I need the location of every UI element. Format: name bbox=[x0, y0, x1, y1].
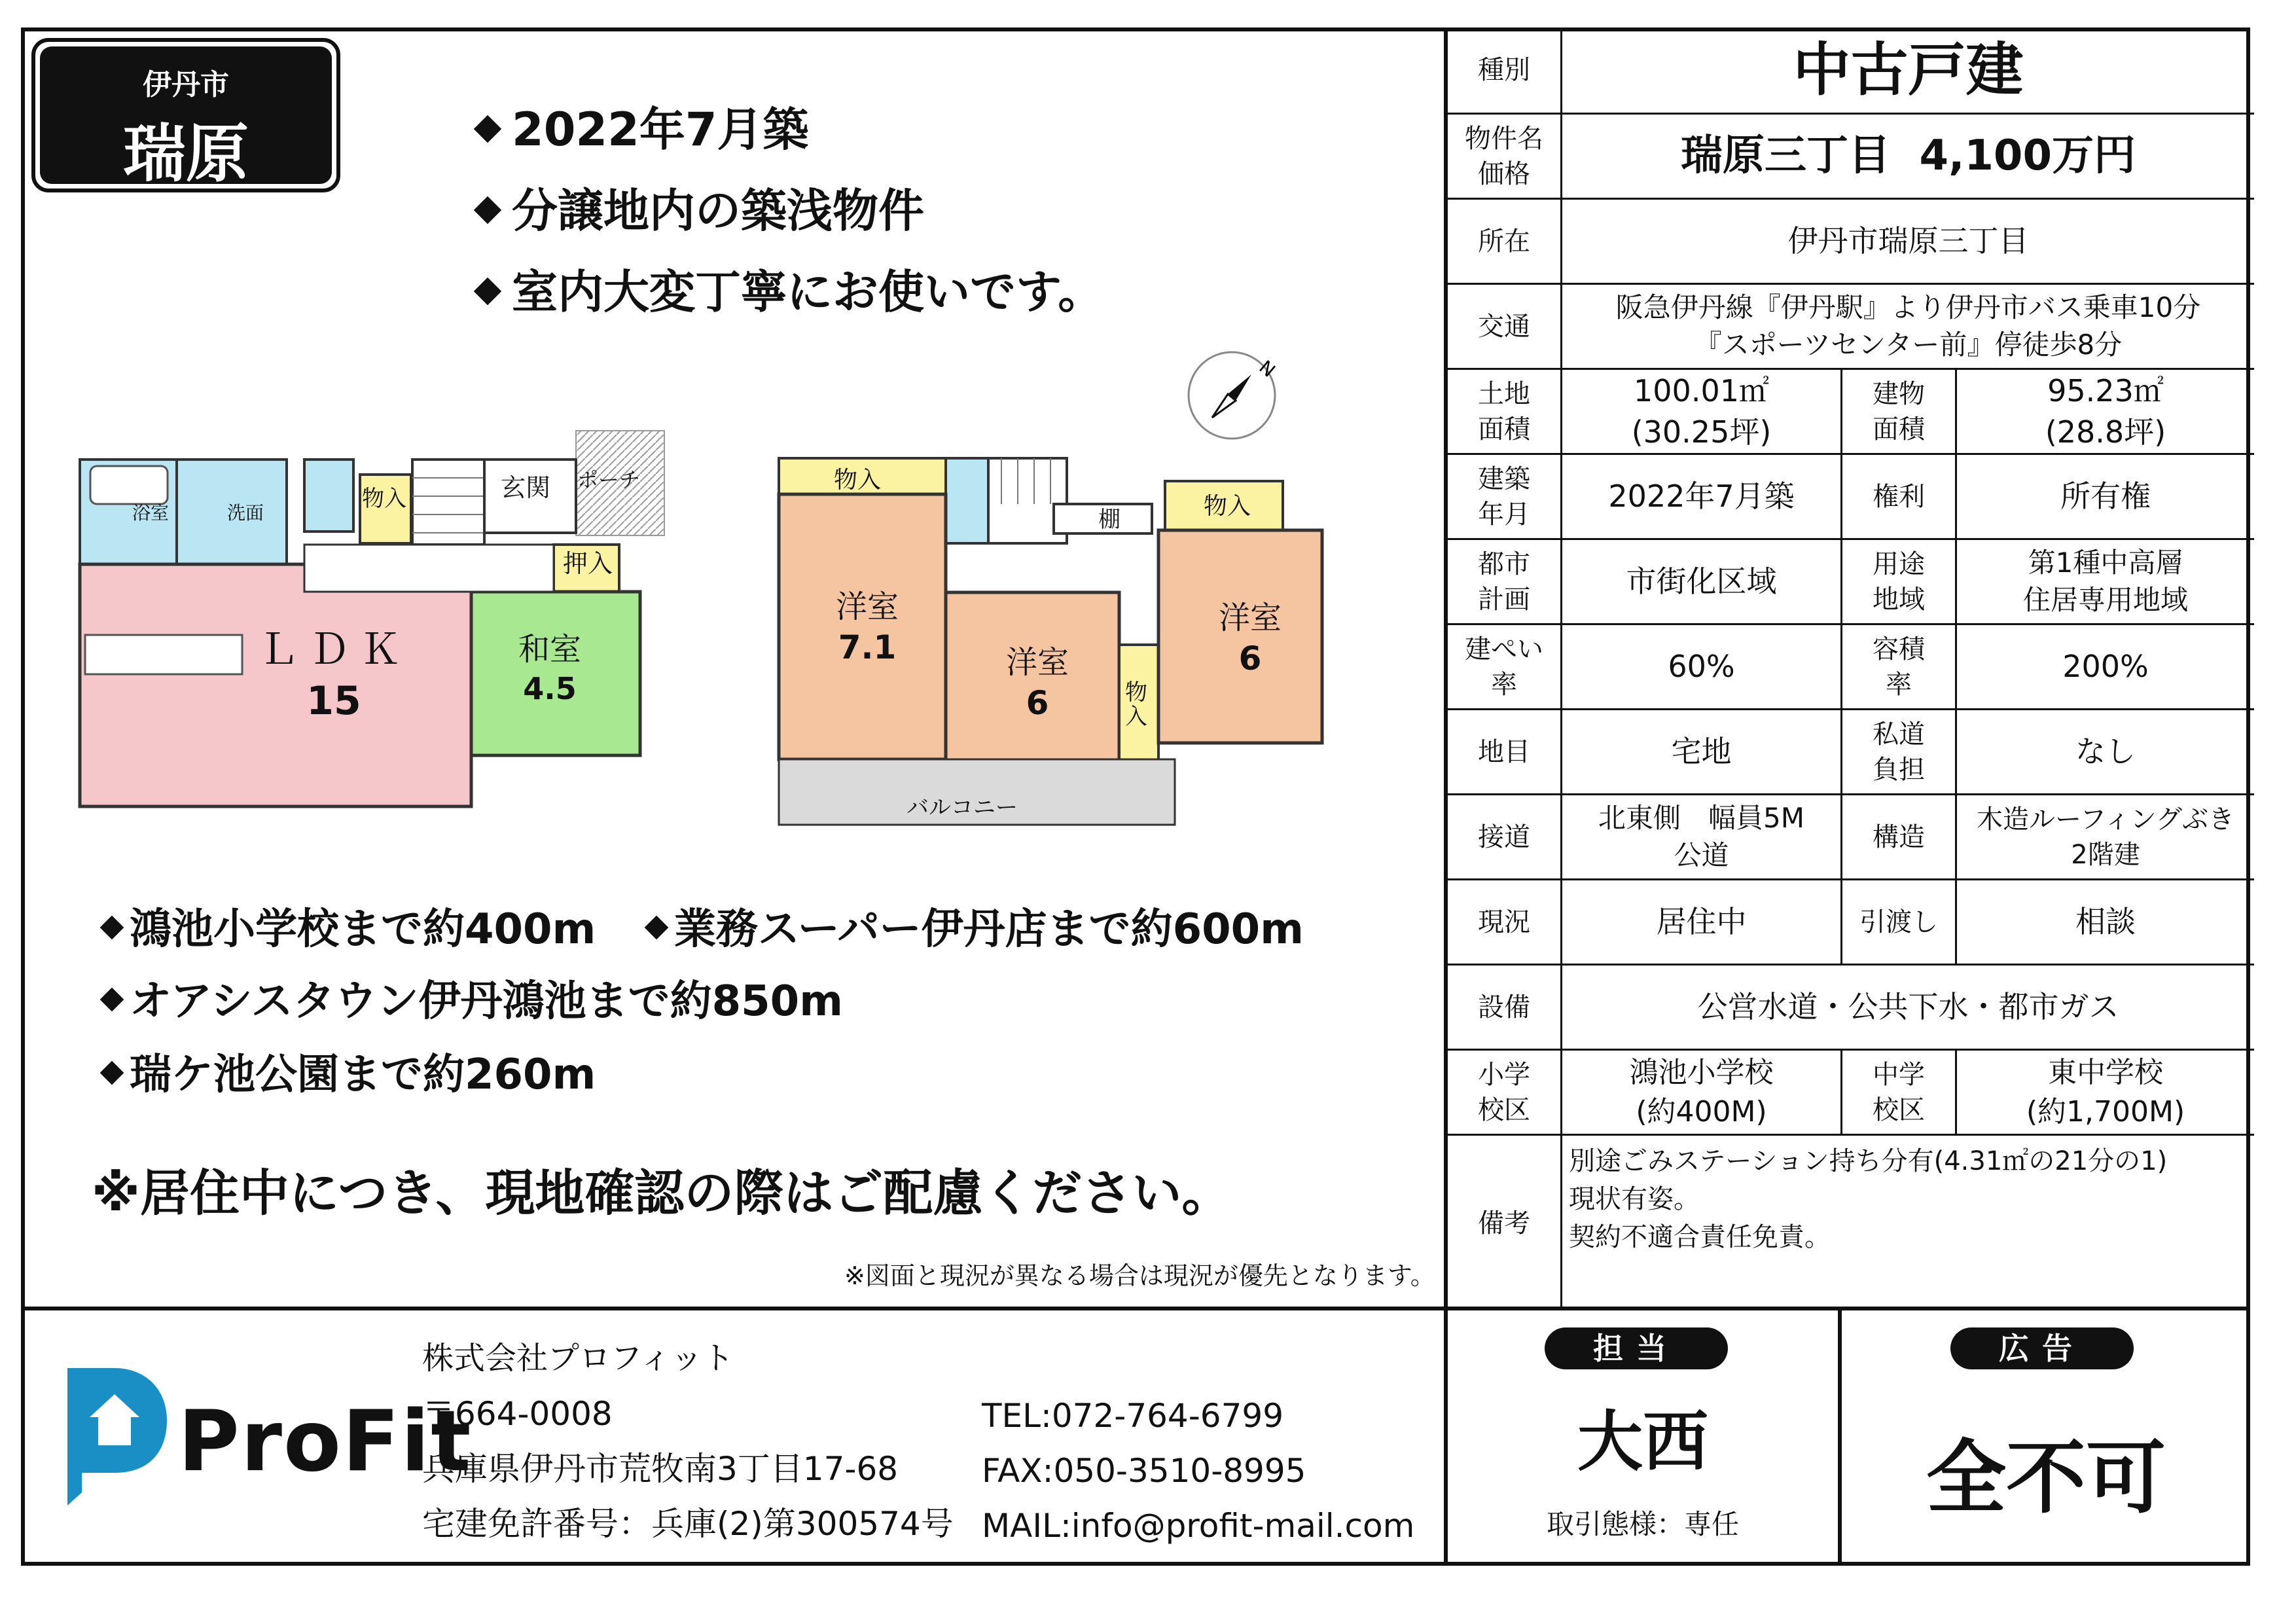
badge-area: 瑞原 bbox=[123, 117, 249, 190]
private-value: なし bbox=[2075, 734, 2136, 770]
label-closet: 押入 bbox=[562, 549, 613, 578]
nearby-1: 鴻池小学校まで約400m bbox=[103, 895, 596, 956]
private-label: 私道 負担 bbox=[1873, 719, 1925, 785]
handover-value: 相談 bbox=[2075, 904, 2136, 940]
toilet-room bbox=[304, 460, 353, 532]
far-label: 容積 率 bbox=[1873, 634, 1925, 700]
company-name: 株式会社プロフィット bbox=[422, 1340, 734, 1377]
youshitsu-3-label-group bbox=[1204, 597, 1296, 677]
location-label: 所在 bbox=[1478, 226, 1530, 257]
road-label: 接道 bbox=[1478, 821, 1530, 852]
nearby-4: 瑞ケ池公園まで約260m bbox=[103, 1041, 596, 1101]
company-tel: TEL:072-764-6799 bbox=[982, 1397, 1284, 1435]
label-youshitsu-2-size: 6 bbox=[1026, 683, 1049, 722]
diamond-icon bbox=[474, 115, 501, 143]
youshitsu-2-label-group bbox=[992, 641, 1083, 722]
label-bath: 浴室 bbox=[132, 502, 169, 524]
area-badge bbox=[31, 38, 340, 192]
label-youshitsu-2: 洋室 bbox=[1005, 644, 1069, 681]
label-washitsu: 和室 bbox=[518, 631, 581, 668]
diamond-icon bbox=[100, 988, 124, 1012]
company-logo-text: ProFit bbox=[178, 1393, 473, 1490]
label-ldk: ＬＤＫ bbox=[257, 626, 410, 674]
diamond-icon bbox=[474, 196, 501, 224]
agent-name: 大西 bbox=[1577, 1403, 1708, 1480]
company-license: 宅建免許番号：兵庫(2)第300574号 bbox=[422, 1505, 954, 1543]
far-value: 200% bbox=[2062, 649, 2149, 685]
location-value: 伊丹市瑞原三丁目 bbox=[1787, 223, 2029, 259]
built-label: 建築 年月 bbox=[1478, 463, 1530, 530]
label-youshitsu-1-size: 7.1 bbox=[838, 628, 897, 666]
disclaimer: ※図面と現況が異なる場合は現況が優先となります。 bbox=[844, 1261, 1435, 1290]
road-value: 北東側 幅員5M 公道 bbox=[1598, 801, 1804, 871]
nearby-3: オアシスタウン伊丹鴻池まで約850m bbox=[103, 967, 843, 1028]
type-label: 種別 bbox=[1478, 55, 1530, 85]
svg-text:N: N bbox=[1255, 356, 1280, 382]
residence-notice: ※居住中につき、現地確認の際はご配慮ください。 bbox=[92, 1164, 1232, 1222]
city-label: 都市 計画 bbox=[1478, 549, 1530, 615]
diamond-icon bbox=[645, 916, 669, 940]
ad-value: 全不可 bbox=[1926, 1432, 2166, 1525]
handover-label: 引渡し bbox=[1859, 907, 1938, 937]
agent-pill: 担当 bbox=[1545, 1327, 1728, 1369]
city-value: 市街化区域 bbox=[1626, 564, 1777, 600]
label-wash: 洗面 bbox=[226, 502, 264, 524]
profit-logo-icon bbox=[62, 1368, 173, 1512]
elem-value: 鴻池小学校 (約400M) bbox=[1629, 1056, 1774, 1128]
ldk-label-group bbox=[249, 622, 419, 724]
remarks-value: 別途ごみステーション持ち分有(4.31㎡の21分の1) 現状有姿。 契約不適合責任免責。 bbox=[1569, 1146, 2168, 1252]
label-youshitsu-1: 洋室 bbox=[835, 588, 899, 625]
diamond-icon bbox=[474, 278, 501, 305]
remarks-label: 備考 bbox=[1478, 1208, 1530, 1238]
building-value: 95.23㎡ (28.8坪) bbox=[2045, 373, 2166, 450]
facility-value: 公営水道・公共下水・都市ガス bbox=[1697, 989, 2119, 1025]
land-value: 100.01㎡ (30.25坪) bbox=[1631, 373, 1772, 450]
bathtub-icon bbox=[90, 466, 168, 504]
label-shelf: 棚 bbox=[1098, 507, 1121, 533]
elem-label: 小学 校区 bbox=[1478, 1059, 1530, 1125]
company-mail: MAIL:info@profit-mail.com bbox=[982, 1507, 1415, 1545]
landcat-label: 地目 bbox=[1478, 736, 1530, 767]
stairs-1f bbox=[412, 460, 484, 545]
feature-2: 分譲地内の築浅物件 bbox=[478, 174, 924, 240]
junior-value: 東中学校 (約1,700M) bbox=[2026, 1056, 2185, 1128]
toilet-2f bbox=[946, 458, 988, 543]
traffic-label: 交通 bbox=[1478, 311, 1530, 342]
transaction-mode: 取引態様：専任 bbox=[1546, 1508, 1739, 1540]
label-ldk-size: 15 bbox=[306, 678, 361, 725]
bcr-value: 60% bbox=[1668, 649, 1735, 685]
built-value: 2022年7月築 bbox=[1608, 478, 1795, 514]
company-address: 兵庫県伊丹市荒牧南3丁目17-68 bbox=[422, 1450, 899, 1488]
label-storage-2f-c: 物入 bbox=[1125, 679, 1147, 731]
structure-label: 構造 bbox=[1873, 821, 1925, 852]
facility-label: 設備 bbox=[1478, 992, 1530, 1022]
name-label: 物件名 価格 bbox=[1465, 123, 1543, 189]
ad-pill: 広告 bbox=[1950, 1327, 2134, 1369]
badge-city: 伊丹市 bbox=[143, 68, 229, 101]
structure-value: 木造ルーフィングぶき 2階建 bbox=[1977, 804, 2234, 870]
footer-divider bbox=[21, 1307, 2250, 1310]
type-value: 中古戸建 bbox=[1793, 35, 2024, 103]
land-label: 土地 面積 bbox=[1478, 378, 1530, 444]
diamond-icon bbox=[100, 916, 124, 940]
label-storage-1f: 物入 bbox=[362, 486, 406, 512]
label-washitsu-size: 4.5 bbox=[523, 670, 577, 706]
label-youshitsu-3-size: 6 bbox=[1238, 639, 1262, 677]
name-value: 瑞原三丁目 4,100万円 bbox=[1681, 132, 2136, 181]
company-fax: FAX:050-3510-8995 bbox=[982, 1452, 1306, 1490]
right-value: 所有権 bbox=[2060, 478, 2151, 514]
feature-1: 2022年7月築 bbox=[478, 93, 809, 159]
spec-table bbox=[1444, 27, 2254, 1310]
youshitsu-1-label-group bbox=[821, 586, 913, 666]
status-label: 現況 bbox=[1478, 907, 1530, 937]
landcat-value: 宅地 bbox=[1671, 734, 1732, 770]
label-balcony: バルコニー bbox=[906, 795, 1018, 821]
junior-label: 中学 校区 bbox=[1873, 1059, 1925, 1125]
company-postal: 〒664-0008 bbox=[422, 1395, 613, 1433]
washitsu-label-group bbox=[497, 628, 602, 706]
traffic-value: 阪急伊丹線『伊丹駅』より伊丹市バス乗車10分 『スポーツセンター前』停徒歩8分 bbox=[1615, 291, 2201, 361]
usage-label: 用途 地域 bbox=[1873, 549, 1925, 615]
status-value: 居住中 bbox=[1656, 904, 1747, 940]
label-youshitsu-3: 洋室 bbox=[1218, 600, 1282, 636]
kitchen-counter-icon bbox=[85, 635, 242, 674]
label-storage-2f-b: 物入 bbox=[1203, 493, 1251, 520]
nearby-2: 業務スーパー伊丹店まで約600m bbox=[648, 895, 1304, 956]
label-porch: ポーチ bbox=[577, 467, 640, 492]
feature-3: 室内大変丁寧にお使いです。 bbox=[478, 255, 1103, 321]
building-label: 建物 面積 bbox=[1873, 378, 1925, 444]
label-entrance: 玄関 bbox=[500, 473, 550, 502]
right-label: 権利 bbox=[1873, 481, 1925, 512]
label-storage-2f-a: 物入 bbox=[833, 467, 881, 494]
bcr-label: 建ぺい 率 bbox=[1465, 634, 1543, 700]
usage-value: 第1種中高層 住居専用地域 bbox=[2022, 546, 2188, 616]
diamond-icon bbox=[100, 1061, 124, 1085]
